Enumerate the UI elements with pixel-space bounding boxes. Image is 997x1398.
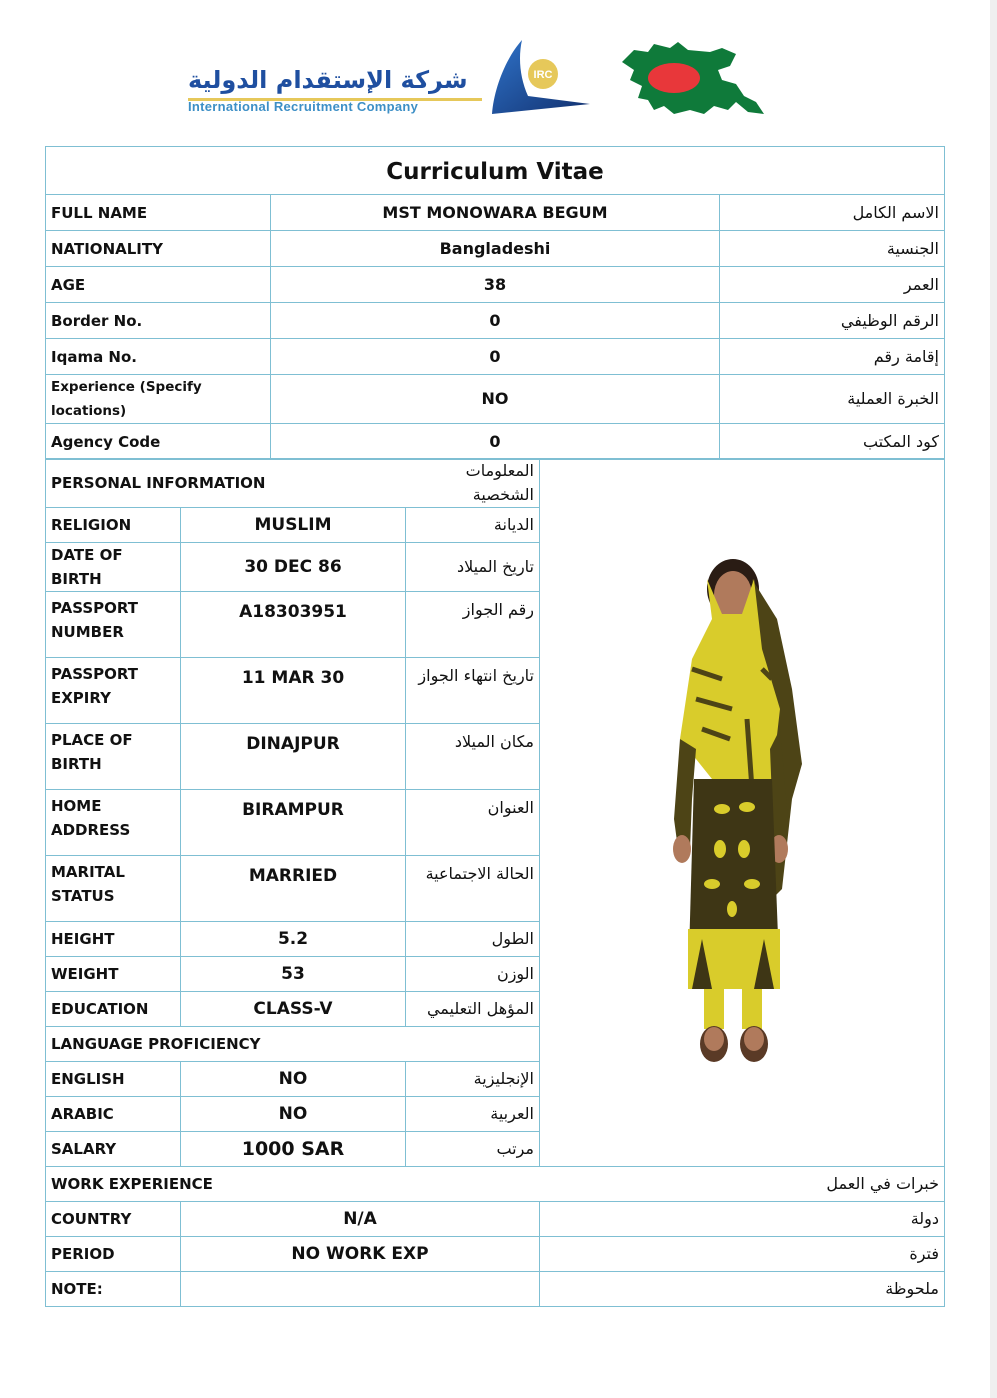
table-row: [46, 339, 945, 375]
weight-label: WEIGHT: [46, 957, 181, 992]
arabic-arabic: العربية: [406, 1097, 540, 1132]
salary-label: SALARY: [46, 1132, 181, 1167]
note-label: NOTE:: [46, 1272, 181, 1307]
age-label: AGE: [46, 267, 271, 303]
marital-status-label: MARITAL STATUS: [46, 856, 181, 922]
note-value: [181, 1272, 540, 1307]
photo-cell: [540, 459, 945, 1167]
cv-title: Curriculum Vitae: [46, 147, 945, 195]
passport-expiry-label: PASSPORT EXPIRY: [46, 658, 181, 724]
salary-arabic: مرتب: [406, 1132, 540, 1167]
table-row: [46, 1237, 945, 1272]
language-proficiency-header: LANGUAGE PROFICIENCY: [46, 1027, 540, 1062]
irc-badge-text: IRC: [533, 69, 553, 81]
home-address-value: BIRAMPUR: [181, 790, 406, 856]
country-arabic: دولة: [540, 1202, 945, 1237]
work-experience-header: WORK EXPERIENCE: [46, 1167, 540, 1202]
height-value: 5.2: [181, 922, 406, 957]
nationality-arabic: الجنسية: [720, 231, 945, 267]
religion-arabic: الديانة: [406, 508, 540, 543]
bangladesh-map-flag-icon: [618, 40, 768, 118]
height-label: HEIGHT: [46, 922, 181, 957]
marital-status-arabic: الحالة الاجتماعية: [406, 856, 540, 922]
country-label: COUNTRY: [46, 1202, 181, 1237]
period-arabic: فترة: [540, 1237, 945, 1272]
work-experience-header-row: [46, 1167, 945, 1202]
weight-value: 53: [181, 957, 406, 992]
table-row: [46, 267, 945, 303]
religion-label: RELIGION: [46, 508, 181, 543]
salary-value: 1000 SAR: [181, 1132, 406, 1167]
nationality-value: Bangladeshi: [271, 231, 720, 267]
arabic-label: ARABIC: [46, 1097, 181, 1132]
home-address-arabic: العنوان: [406, 790, 540, 856]
english-label: ENGLISH: [46, 1062, 181, 1097]
passport-expiry-arabic: تاريخ انتهاء الجواز: [406, 658, 540, 724]
english-arabic: الإنجليزية: [406, 1062, 540, 1097]
experience-value: NO: [271, 375, 720, 424]
candidate-photo: [652, 549, 832, 1069]
work-experience-header-arabic: خبرات في العمل: [540, 1167, 945, 1202]
nationality-label: NATIONALITY: [46, 231, 271, 267]
arabic-value: NO: [181, 1097, 406, 1132]
period-value: NO WORK EXP: [181, 1237, 540, 1272]
age-arabic: العمر: [720, 267, 945, 303]
weight-arabic: الوزن: [406, 957, 540, 992]
company-header: [180, 36, 780, 126]
personal-info-header-arabic: المعلومات الشخصية: [406, 459, 540, 508]
experience-arabic: الخبرة العملية: [720, 375, 945, 424]
passport-number-value: A18303951: [181, 592, 406, 658]
place-of-birth-label: PLACE OF BIRTH: [46, 724, 181, 790]
full-name-arabic: الاسم الكامل: [720, 195, 945, 231]
age-value: 38: [271, 267, 720, 303]
passport-expiry-value: 11 MAR 30: [181, 658, 406, 724]
marital-status-value: MARRIED: [181, 856, 406, 922]
table-row: [46, 1202, 945, 1237]
border-no-arabic: الرقم الوظيفي: [720, 303, 945, 339]
scrollbar-track[interactable]: [990, 0, 997, 1398]
border-no-label: Border No.: [46, 303, 271, 339]
table-row: [46, 195, 945, 231]
dob-label: DATE OF BIRTH: [46, 543, 181, 592]
irc-logo-icon: [488, 38, 598, 120]
full-name-label: FULL NAME: [46, 195, 271, 231]
iqama-no-label: Iqama No.: [46, 339, 271, 375]
place-of-birth-arabic: مكان الميلاد: [406, 724, 540, 790]
country-value: N/A: [181, 1202, 540, 1237]
full-name-value: MST MONOWARA BEGUM: [271, 195, 720, 231]
experience-label: Experience (Specify locations): [46, 375, 271, 424]
border-no-value: 0: [271, 303, 720, 339]
company-name-english: International Recruitment Company: [188, 99, 419, 114]
dob-value: 30 DEC 86: [181, 543, 406, 592]
table-row: [46, 1272, 945, 1307]
personal-info-header-row: [46, 459, 945, 508]
table-row: [46, 231, 945, 267]
table-row: [46, 424, 945, 460]
iqama-no-arabic: إقامة رقم: [720, 339, 945, 375]
education-label: EDUCATION: [46, 992, 181, 1027]
title-row: [46, 147, 945, 195]
place-of-birth-value: DINAJPUR: [181, 724, 406, 790]
table-row: [46, 303, 945, 339]
home-address-label: HOME ADDRESS: [46, 790, 181, 856]
note-arabic: ملحوظة: [540, 1272, 945, 1307]
agency-code-value: 0: [271, 424, 720, 460]
religion-value: MUSLIM: [181, 508, 406, 543]
education-arabic: المؤهل التعليمي: [406, 992, 540, 1027]
company-name-arabic: شركة الإستقدام الدولية: [188, 66, 468, 94]
agency-code-label: Agency Code: [46, 424, 271, 460]
table-row: [46, 375, 945, 424]
education-value: CLASS-V: [181, 992, 406, 1027]
personal-info-table: [45, 458, 945, 1307]
english-value: NO: [181, 1062, 406, 1097]
iqama-no-value: 0: [271, 339, 720, 375]
height-arabic: الطول: [406, 922, 540, 957]
passport-number-arabic: رقم الجواز: [406, 592, 540, 658]
period-label: PERIOD: [46, 1237, 181, 1272]
agency-code-arabic: كود المكتب: [720, 424, 945, 460]
personal-info-header: PERSONAL INFORMATION: [46, 459, 406, 508]
passport-number-label: PASSPORT NUMBER: [46, 592, 181, 658]
dob-arabic: تاريخ الميلاد: [406, 543, 540, 592]
cv-summary-table: [45, 146, 945, 460]
